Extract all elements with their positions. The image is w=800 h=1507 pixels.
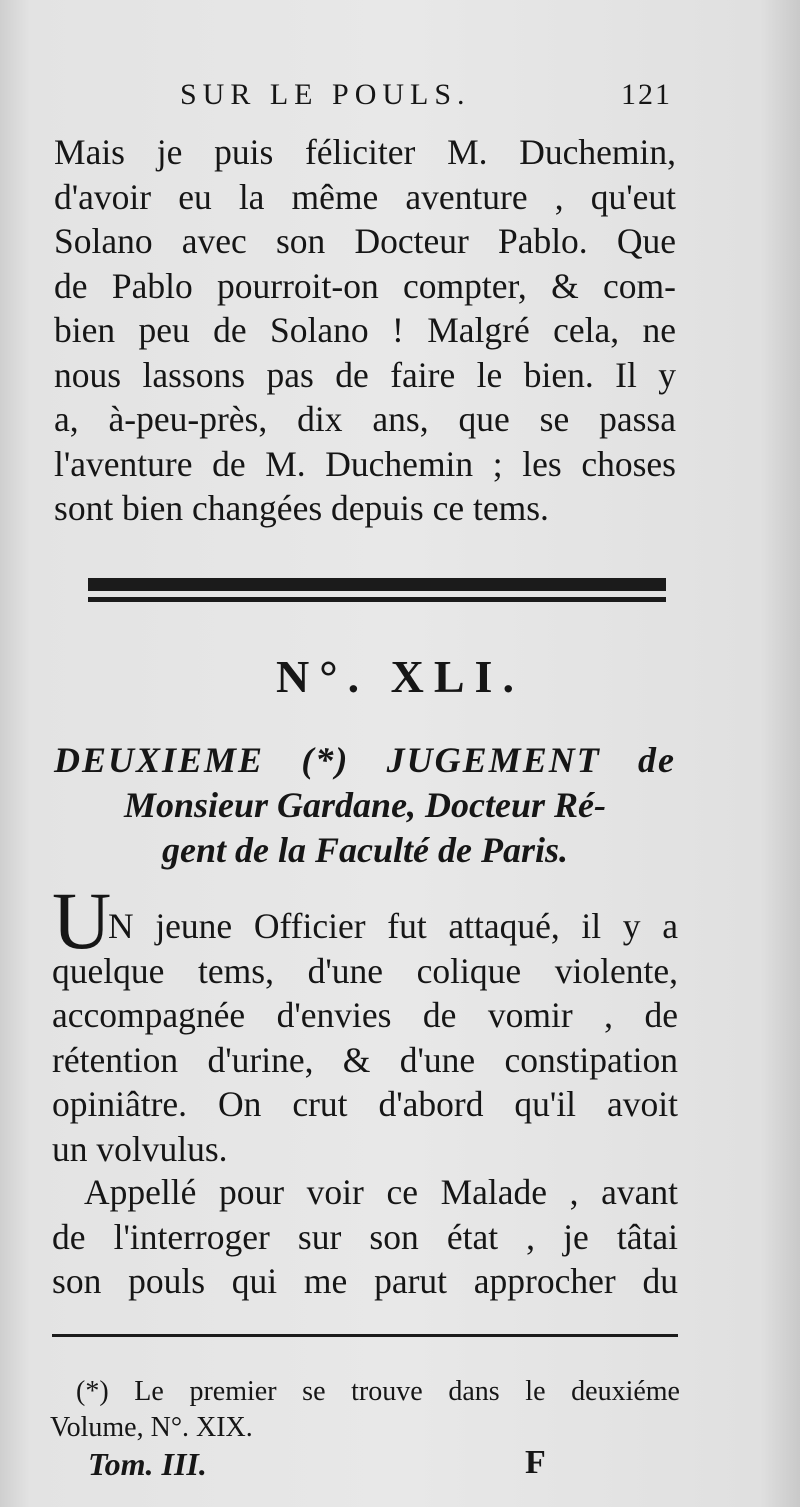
text-line: a, à-peu-près, dix ans, que se passa bbox=[54, 399, 676, 439]
paragraph-2 bbox=[52, 904, 678, 1171]
text-line: Solano avec son Docteur Pablo. Que bbox=[54, 221, 676, 261]
text-line: un volvulus. bbox=[52, 1128, 228, 1169]
page-number: 121 bbox=[621, 78, 672, 111]
section-number: N°. XLI. bbox=[276, 651, 524, 702]
volume-signature: Tom. III. bbox=[88, 1446, 207, 1482]
text-line: son pouls qui me parut approcher du bbox=[52, 1261, 678, 1301]
text-line: de l'interroger sur son état , je tâtai bbox=[52, 1216, 678, 1257]
footnote-rule bbox=[52, 1334, 678, 1337]
footnote-line: (*) Le premier se trouve dans le deuxiéme bbox=[76, 1376, 680, 1407]
text-line: opiniâtre. On crut d'abord qu'il avoit bbox=[52, 1084, 678, 1124]
text-line: rétention d'urine, & d'une constipation bbox=[52, 1039, 678, 1080]
text-line: sont bien changées depuis ce tems. bbox=[54, 488, 549, 528]
text-line: Appellé pour voir ce Malade , avant bbox=[84, 1172, 678, 1212]
section-divider bbox=[88, 578, 666, 608]
text-line: N jeune Officier fut attaqué, il y a bbox=[108, 906, 678, 946]
section-title-line: Monsieur Gardane, Docteur Ré- bbox=[123, 785, 607, 825]
paragraph-1 bbox=[54, 130, 676, 531]
section-title-line: DEUXIEME (*) JUGEMENT de bbox=[54, 740, 676, 780]
drop-cap: U bbox=[52, 875, 112, 966]
text-line: l'aventure de M. Duchemin ; les choses bbox=[54, 443, 676, 484]
text-line: quelque tems, d'une colique violente, bbox=[52, 950, 678, 991]
footnote bbox=[50, 1374, 680, 1446]
footnote-line: Volume, N°. XIX. bbox=[50, 1412, 253, 1443]
text-line: de Pablo pourroit-on compter, & com- bbox=[54, 265, 676, 306]
paragraph-3 bbox=[52, 1170, 678, 1304]
section-title-line: gent de la Faculté de Paris. bbox=[162, 830, 568, 870]
running-header bbox=[180, 78, 672, 118]
text-line: nous lassons pas de faire le bien. Il y bbox=[54, 354, 676, 395]
text-line: bien peu de Solano ! Malgré cela, ne bbox=[54, 310, 676, 350]
text-line: accompagnée d'envies de vomir , de bbox=[52, 995, 678, 1035]
divider-thin-rule bbox=[88, 597, 666, 602]
running-title: SUR LE POULS. bbox=[180, 78, 471, 111]
signature-mark: F bbox=[525, 1444, 546, 1481]
text-line: Mais je puis féliciter M. Duchemin, bbox=[54, 132, 676, 172]
text-line: d'avoir eu la même aventure , qu'eut bbox=[54, 176, 676, 217]
divider-thick-rule bbox=[88, 578, 666, 591]
section-title bbox=[54, 738, 676, 873]
